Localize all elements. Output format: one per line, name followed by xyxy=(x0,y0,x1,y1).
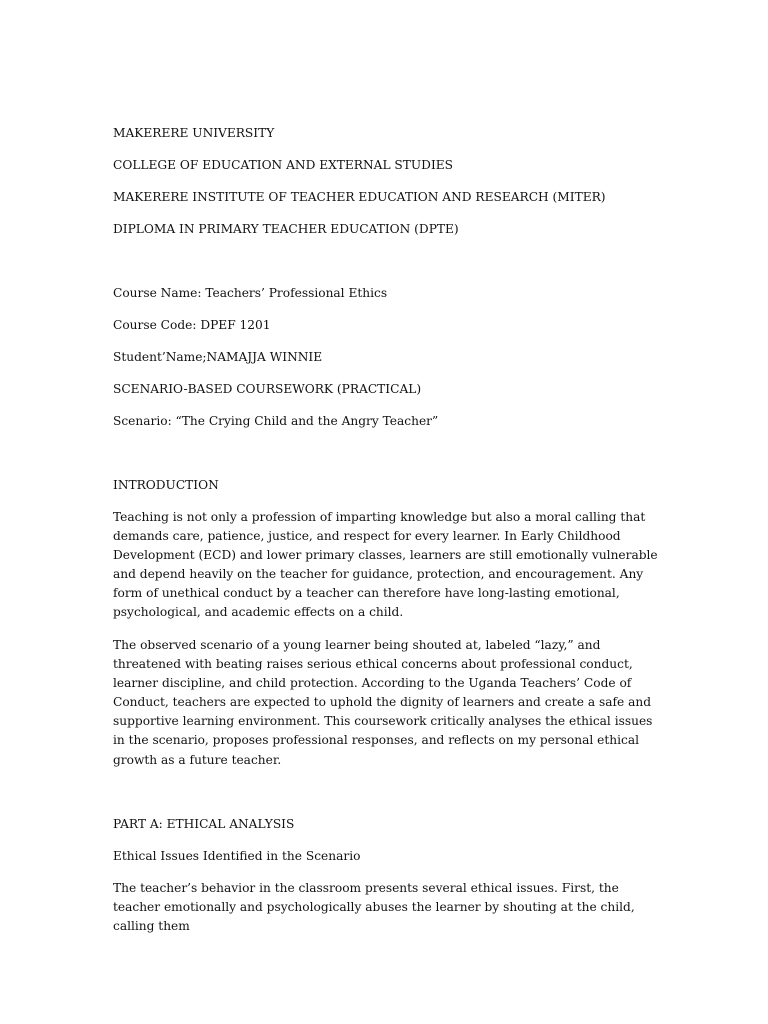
student-name: Student’Name;NAMAJJA WINNIE xyxy=(113,350,323,364)
introduction-paragraph-2: The observed scenario of a young learner being shouted at, labeled “lazy,” and threatened with beating raises serious ethical concerns about professional conduct, learner discipline, and child protection. According to the Uganda Teachers’ Code of Conduct, teachers are expected to uphold the dignity of learners and create a safe and supportive learning environment. This coursework critically analyses the ethical issues in the scenario, proposes professional responses, and reflects on my personal ethical growth as a future teacher. xyxy=(113,638,653,767)
introduction-heading: INTRODUCTION xyxy=(113,478,219,492)
part-a-heading: PART A: ETHICAL ANALYSIS xyxy=(113,817,295,831)
introduction-paragraph-1: Teaching is not only a profession of imparting knowledge but also a moral calling that demands care, patience, justice, and respect for every learner. In Early Childhood Development (ECD) and lower primary classes, learners are still emotionally vulnerable and depend heavily on the teacher for guidance, protection, and encouragement. Any form of unethical conduct by a teacher can therefore have long-lasting emotional, psychological, and academic effects on a child. xyxy=(113,510,658,620)
course-code: Course Code: DPEF 1201 xyxy=(113,318,271,332)
course-name: Course Name: Teachers’ Professional Ethics xyxy=(113,286,388,300)
college-name: COLLEGE OF EDUCATION AND EXTERNAL STUDIES xyxy=(113,158,453,172)
institute-name: MAKERERE INSTITUTE OF TEACHER EDUCATION AND RESEARCH (MITER) xyxy=(113,190,606,204)
coursework-type: SCENARIO-BASED COURSEWORK (PRACTICAL) xyxy=(113,382,422,396)
university-name: MAKERERE UNIVERSITY xyxy=(113,126,275,140)
part-a-subheading: Ethical Issues Identified in the Scenario xyxy=(113,849,361,863)
program-name: DIPLOMA IN PRIMARY TEACHER EDUCATION (DPTE) xyxy=(113,222,459,236)
part-a-paragraph: The teacher’s behavior in the classroom presents several ethical issues. First, the teacher emotionally and psychologically abuses the learner by shouting at the child, calling them xyxy=(113,881,635,934)
scenario-title: Scenario: “The Crying Child and the Angry Teacher” xyxy=(113,414,439,428)
